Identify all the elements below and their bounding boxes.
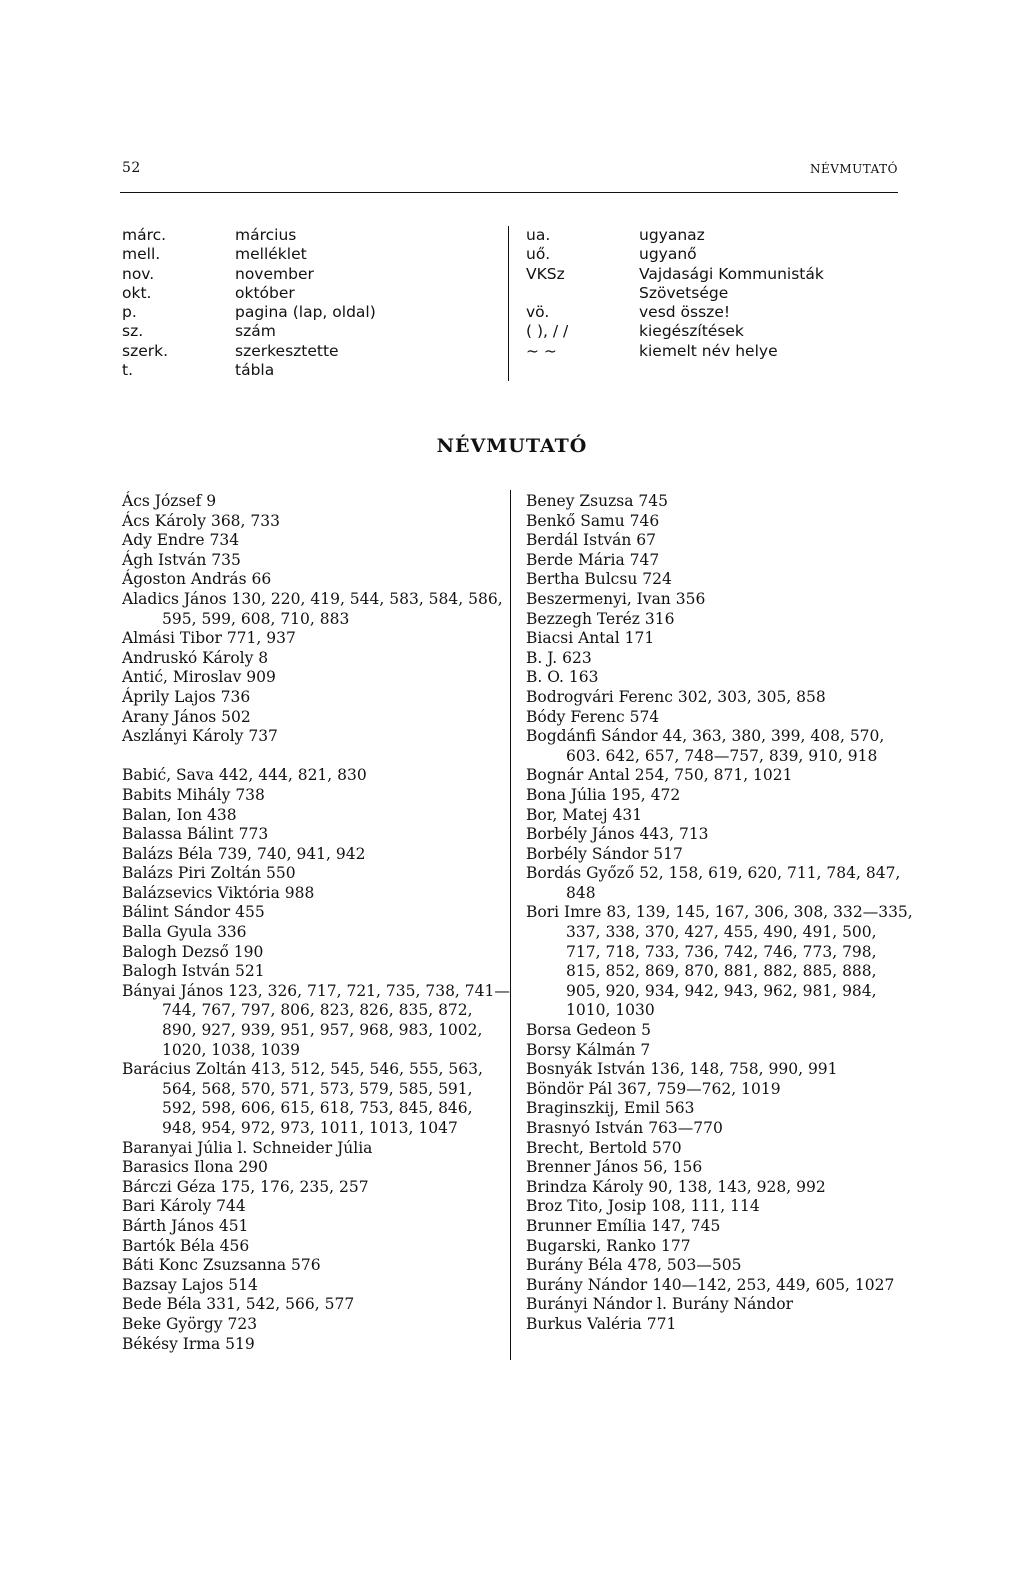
index-entry: Beszermenyi, Ivan 356: [526, 589, 706, 608]
index-entry: Burány Nándor 140—142, 253, 449, 605, 1027: [526, 1275, 895, 1294]
abbreviation-row: [526, 342, 906, 361]
index-entry: Beke György 723: [122, 1314, 258, 1333]
index-entry: Beney Zsuzsa 745: [526, 492, 668, 510]
abbreviation-list-left: [122, 226, 502, 380]
abbreviation-meaning: szám: [235, 322, 276, 341]
index-entry: Bálint Sándor 455: [122, 903, 265, 922]
index-entry: Brenner János 56, 156: [526, 1158, 703, 1177]
abbreviation-meaning: szerkesztette: [235, 341, 339, 360]
abbreviation-meaning: ugyanő: [639, 245, 697, 264]
index-entry: Ágoston András 66: [122, 570, 272, 589]
index-entry: Borsy Kálmán 7: [526, 1040, 651, 1059]
index-entry: Babić, Sava 442, 444, 821, 830: [122, 766, 367, 785]
abbreviation-meaning: pagina (lap, oldal): [235, 303, 376, 322]
index-entry: Berde Mária 747: [526, 550, 660, 569]
index-entry: Barácius Zoltán 413, 512, 545, 546, 555, 563, 564, 568, 570, 571, 573, 579, 585, 591, 592, 598, 606, 615, 618, 753, 845, 846, 948, 954, 972, 973, 1011, 1013, 1047: [122, 1060, 483, 1137]
index-entry: Burányi Nándor l. Burány Nándor: [526, 1295, 793, 1314]
index-entry: Ágh István 735: [122, 550, 241, 569]
abbreviation-row: [122, 284, 502, 303]
index-entry: Ács József 9: [122, 492, 217, 510]
index-entry: Báti Konc Zsuzsanna 576: [122, 1256, 321, 1275]
index-entry: Borbély Sándor 517: [526, 844, 683, 863]
abbreviation-meaning: ugyanaz: [639, 226, 705, 244]
abbreviation-row: [526, 265, 906, 284]
abbreviation-meaning: kiemelt név helye: [639, 341, 778, 360]
abbreviation-meaning: Vajdasági Kommunisták: [639, 264, 824, 283]
abbreviation: VKSz: [526, 264, 565, 283]
abbreviation-row: [122, 322, 502, 341]
abbreviation-row: [526, 226, 906, 245]
index-entry: Bori Imre 83, 139, 145, 167, 306, 308, 332—335, 337, 338, 370, 427, 455, 490, 491, 500, 717, 718, 733, 736, 742, 746, 773, 798, 815, 852, 869, 870, 881, 882, 885, 888, 905, 920, 934, 942, 943, 962, 981, 984, 1010, 1030: [526, 903, 913, 1020]
abbreviation: p.: [122, 303, 137, 322]
index-entry: Braginszkij, Emil 563: [526, 1099, 695, 1118]
index-entry: Ács Károly 368, 733: [122, 511, 280, 530]
abbreviation: vö.: [526, 303, 550, 322]
abbreviation-meaning: kiegészítések: [639, 322, 744, 341]
index-entry: Bárczi Géza 175, 176, 235, 257: [122, 1177, 369, 1196]
running-head: [122, 160, 898, 184]
index-entry: Balázs Béla 739, 740, 941, 942: [122, 844, 366, 863]
index-title: NÉVMUTATÓ: [436, 435, 588, 457]
abbreviation-row: [122, 265, 502, 284]
index-entry: Aszlányi Károly 737: [122, 727, 278, 746]
abbreviation: sz.: [122, 322, 144, 341]
index-entry: Balogh Dezső 190: [122, 942, 264, 961]
abbreviation-row: [122, 303, 502, 322]
index-entry: Aladics János 130, 220, 419, 544, 583, 584, 586, 595, 599, 608, 710, 883: [122, 589, 503, 628]
index-entry: Barasics Ilona 290: [122, 1158, 268, 1177]
index-entry: Borsa Gedeon 5: [526, 1021, 652, 1040]
index-column-left: [122, 492, 512, 1354]
header-rule: [120, 192, 898, 193]
index-entry: Ady Endre 734: [122, 531, 240, 550]
abbreviation-row: [526, 284, 906, 303]
abbreviation: nov.: [122, 264, 155, 283]
index-entry: Biacsi Antal 171: [526, 629, 655, 648]
index-entry: Balogh István 521: [122, 962, 265, 981]
abbreviation: ( ), / /: [526, 322, 569, 341]
abbreviation-meaning: március: [235, 226, 297, 244]
index-entry: Bor, Matej 431: [526, 805, 643, 824]
abbreviation-meaning: melléklet: [235, 245, 307, 264]
abbreviation-list-right: [526, 226, 906, 361]
index-entry: Brindza Károly 90, 138, 143, 928, 992: [526, 1177, 826, 1196]
abbreviation: ua.: [526, 226, 551, 244]
abbreviation-row: [526, 322, 906, 341]
index-entry: Balázsevics Viktória 988: [122, 883, 315, 902]
abbreviation: szerk.: [122, 341, 169, 360]
abbreviation-meaning: tábla: [235, 361, 275, 380]
abbreviation: ~ ~: [526, 341, 557, 360]
abbreviation: okt.: [122, 283, 152, 302]
index-entry: Balassa Bálint 773: [122, 825, 269, 844]
abbreviation: mell.: [122, 245, 161, 264]
abbreviation-row: [122, 226, 502, 245]
index-entry: B. O. 163: [526, 668, 599, 687]
index-entry: Békésy Irma 519: [122, 1334, 255, 1353]
index-entry: Bede Béla 331, 542, 566, 577: [122, 1295, 355, 1314]
index-entry: Böndör Pál 367, 759—762, 1019: [526, 1079, 781, 1098]
index-entry: Bosnyák István 136, 148, 758, 990, 991: [526, 1060, 838, 1079]
index-entry: Almási Tibor 771, 937: [122, 629, 296, 648]
abbreviation-row: [122, 361, 502, 380]
abbreviation-meaning: november: [235, 264, 314, 283]
abbreviation-meaning: vesd össze!: [639, 303, 731, 322]
index-entry: Bárth János 451: [122, 1216, 249, 1235]
index-entry: Brasnyó István 763—770: [526, 1119, 723, 1137]
index-entry: Bognár Antal 254, 750, 871, 1021: [526, 766, 793, 785]
index-entry: Balla Gyula 336: [122, 923, 247, 942]
page-number: 52: [122, 160, 141, 176]
index-entry: Brunner Emília 147, 745: [526, 1216, 721, 1235]
index-entry: Broz Tito, Josip 108, 111, 114: [526, 1197, 760, 1216]
index-entry: Bogdánfi Sándor 44, 363, 380, 399, 408, 570, 603. 642, 657, 748—757, 839, 910, 918: [526, 727, 885, 765]
index-entry: Áprily Lajos 736: [122, 687, 251, 706]
index-entry: Andruskó Károly 8: [122, 648, 269, 667]
index-entry: Balázs Piri Zoltán 550: [122, 864, 296, 883]
index-entry: Burány Béla 478, 503—505: [526, 1256, 742, 1275]
abbreviation-row: [526, 245, 906, 264]
abbreviation-meaning: Szövetsége: [639, 283, 729, 302]
index-entry: Brecht, Bertold 570: [526, 1138, 682, 1157]
abbreviation: t.: [122, 361, 134, 380]
index-entry: Babits Mihály 738: [122, 785, 265, 804]
index-entry: Borbély János 443, 713: [526, 825, 709, 844]
index-entry: Bari Károly 744: [122, 1197, 246, 1216]
index-entry: Benkő Samu 746: [526, 511, 660, 530]
index-entry: Bazsay Lajos 514: [122, 1275, 258, 1294]
index-entry: Bódy Ferenc 574: [526, 707, 660, 726]
index-entry: Bertha Bulcsu 724: [526, 570, 672, 589]
running-title: NÉVMUTATÓ: [809, 162, 898, 176]
index-entry: Bodrogvári Ferenc 302, 303, 305, 858: [526, 687, 826, 706]
index-entry: Bordás Győző 52, 158, 619, 620, 711, 784, 847, 848: [526, 864, 901, 902]
index-entry: Bona Júlia 195, 472: [526, 785, 681, 804]
index-entry: Bartók Béla 456: [122, 1236, 250, 1255]
abbreviation-divider: [508, 226, 509, 381]
index-entry: Antić, Miroslav 909: [122, 668, 276, 687]
letter-group-gap: [122, 747, 512, 767]
index-entry: Bezzegh Teréz 316: [526, 609, 675, 628]
abbreviation-meaning: október: [235, 283, 295, 302]
index-entry: Bányai János 123, 326, 717, 721, 735, 738, 741—744, 767, 797, 806, 823, 826, 835, 872, 890, 927, 939, 951, 957, 968, 983, 1002, 1020, 1038, 1039: [122, 981, 510, 1059]
index-entry: Arany János 502: [122, 707, 251, 726]
abbreviation-row: [122, 245, 502, 264]
abbreviation: uő.: [526, 245, 551, 264]
index-column-right: [526, 492, 916, 1335]
index-entry: Burkus Valéria 771: [526, 1314, 677, 1333]
index-entry: Balan, Ion 438: [122, 805, 237, 824]
abbreviation: márc.: [122, 226, 167, 244]
index-entry: B. J. 623: [526, 648, 592, 667]
column-divider: [510, 490, 511, 1360]
abbreviation-row: [122, 342, 502, 361]
abbreviation-row: [526, 303, 906, 322]
index-entry: Bugarski, Ranko 177: [526, 1236, 691, 1255]
index-entry: Baranyai Júlia l. Schneider Júlia: [122, 1138, 373, 1157]
index-entry: Berdál István 67: [526, 531, 656, 550]
